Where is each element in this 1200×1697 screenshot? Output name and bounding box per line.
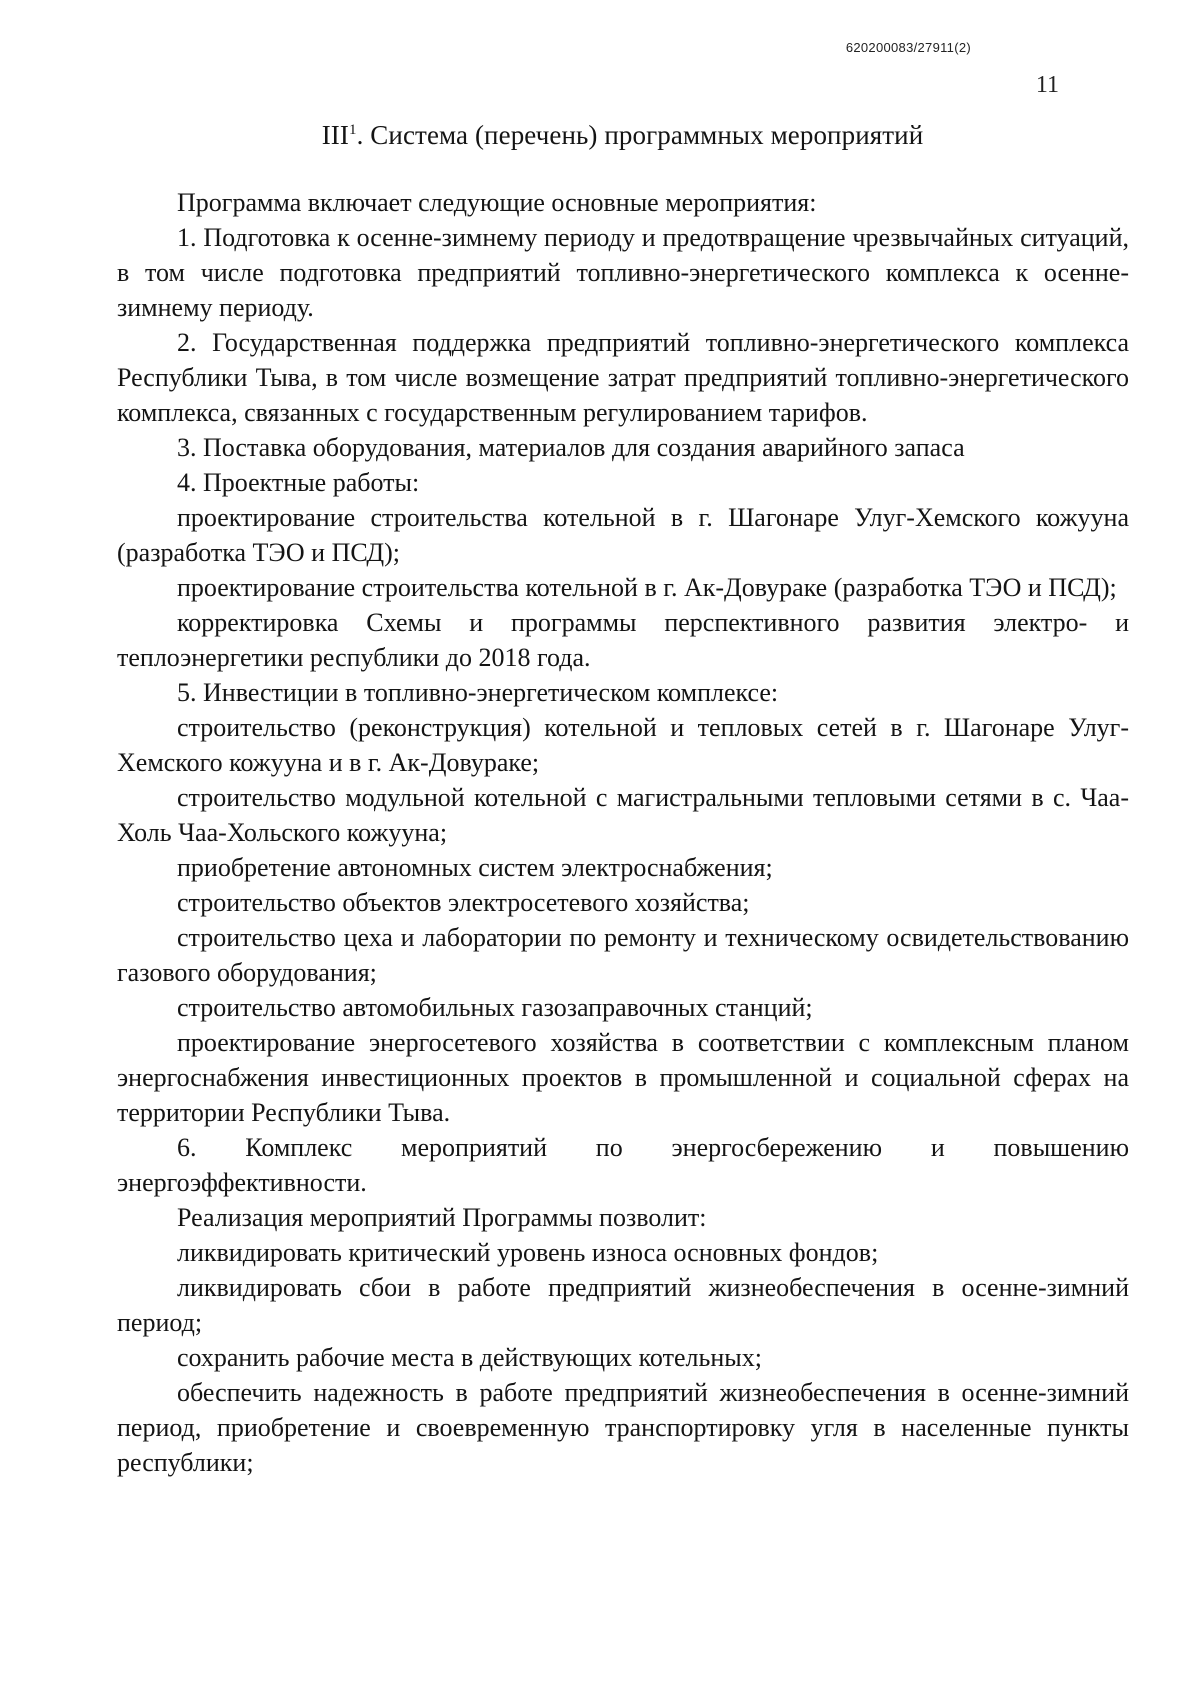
section-title-text: . Система (перечень) программных мероприятий [356,120,924,150]
body-paragraph: 2. Государственная поддержка предприятий топливно-энергетического комплекса Республики Тыва, в том числе возмещение затрат предприятий топливно-энергетического комплекса, связанных с государственным регулированием тарифов. [117,328,1129,427]
body-paragraph: приобретение автономных систем электроснабжения; [177,853,773,882]
body-paragraph: 6. Комплекс мероприятий по энергосбережению и повышению энергоэффективности. [117,1133,1129,1197]
document-code: 620200083/27911(2) [845,40,971,55]
body-paragraph: ликвидировать критический уровень износа основных фондов; [177,1238,879,1267]
body-paragraph: 4. Проектные работы: [177,468,420,497]
body-paragraph: строительство объектов электросетевого хозяйства; [177,888,750,917]
body-paragraph: проектирование строительства котельной в г. Ак-Довураке (разработка ТЭО и ПСД); [177,573,1117,602]
document-body [117,185,1129,1480]
body-paragraph: корректировка Схемы и программы перспективного развития электро- и теплоэнергетики республики до 2018 года. [117,608,1129,672]
page-number: 11 [1035,72,1059,98]
body-paragraph: строительство автомобильных газозаправочных станций; [177,993,813,1022]
body-paragraph: Программа включает следующие основные мероприятия: [177,188,817,217]
body-paragraph: сохранить рабочие места в действующих котельных; [177,1343,762,1372]
body-paragraph: 1. Подготовка к осенне-зимнему периоду и предотвращение чрезвычайных ситуаций, в том числе подготовка предприятий топливно-энергетического комплекса к осенне-зимнему периоду. [117,223,1129,322]
body-paragraph: Реализация мероприятий Программы позволит: [177,1203,707,1232]
body-paragraph: обеспечить надежность в работе предприятий жизнеобеспечения в осенне-зимний период, приобретение и своевременную транспортировку угля в населенные пункты республики; [117,1378,1129,1477]
section-title-superscript: 1 [349,122,357,138]
body-paragraph: строительство (реконструкция) котельной и тепловых сетей в г. Шагонаре Улуг-Хемского кожууна и в г. Ак-Довураке; [117,713,1129,777]
body-paragraph: строительство цеха и лаборатории по ремонту и техническому освидетельствованию газового оборудования; [117,923,1129,987]
body-paragraph: 3. Поставка оборудования, материалов для создания аварийного запаса [177,433,965,462]
body-paragraph: строительство модульной котельной с магистральными тепловыми сетями в с. Чаа-Холь Чаа-Хольского кожууна; [117,783,1129,847]
section-title [120,120,1125,151]
body-paragraph: проектирование строительства котельной в г. Шагонаре Улуг-Хемского кожууна (разработка ТЭО и ПСД); [117,503,1129,567]
body-paragraph: ликвидировать сбои в работе предприятий жизнеобеспечения в осенне-зимний период; [117,1273,1129,1337]
body-paragraph: проектирование энергосетевого хозяйства в соответствии с комплексным планом энергоснабжения инвестиционных проектов в промышленной и социальной сферах на территории Республики Тыва. [117,1028,1129,1127]
section-title-roman: III [321,120,349,150]
body-paragraph: 5. Инвестиции в топливно-энергетическом комплексе: [177,678,779,707]
